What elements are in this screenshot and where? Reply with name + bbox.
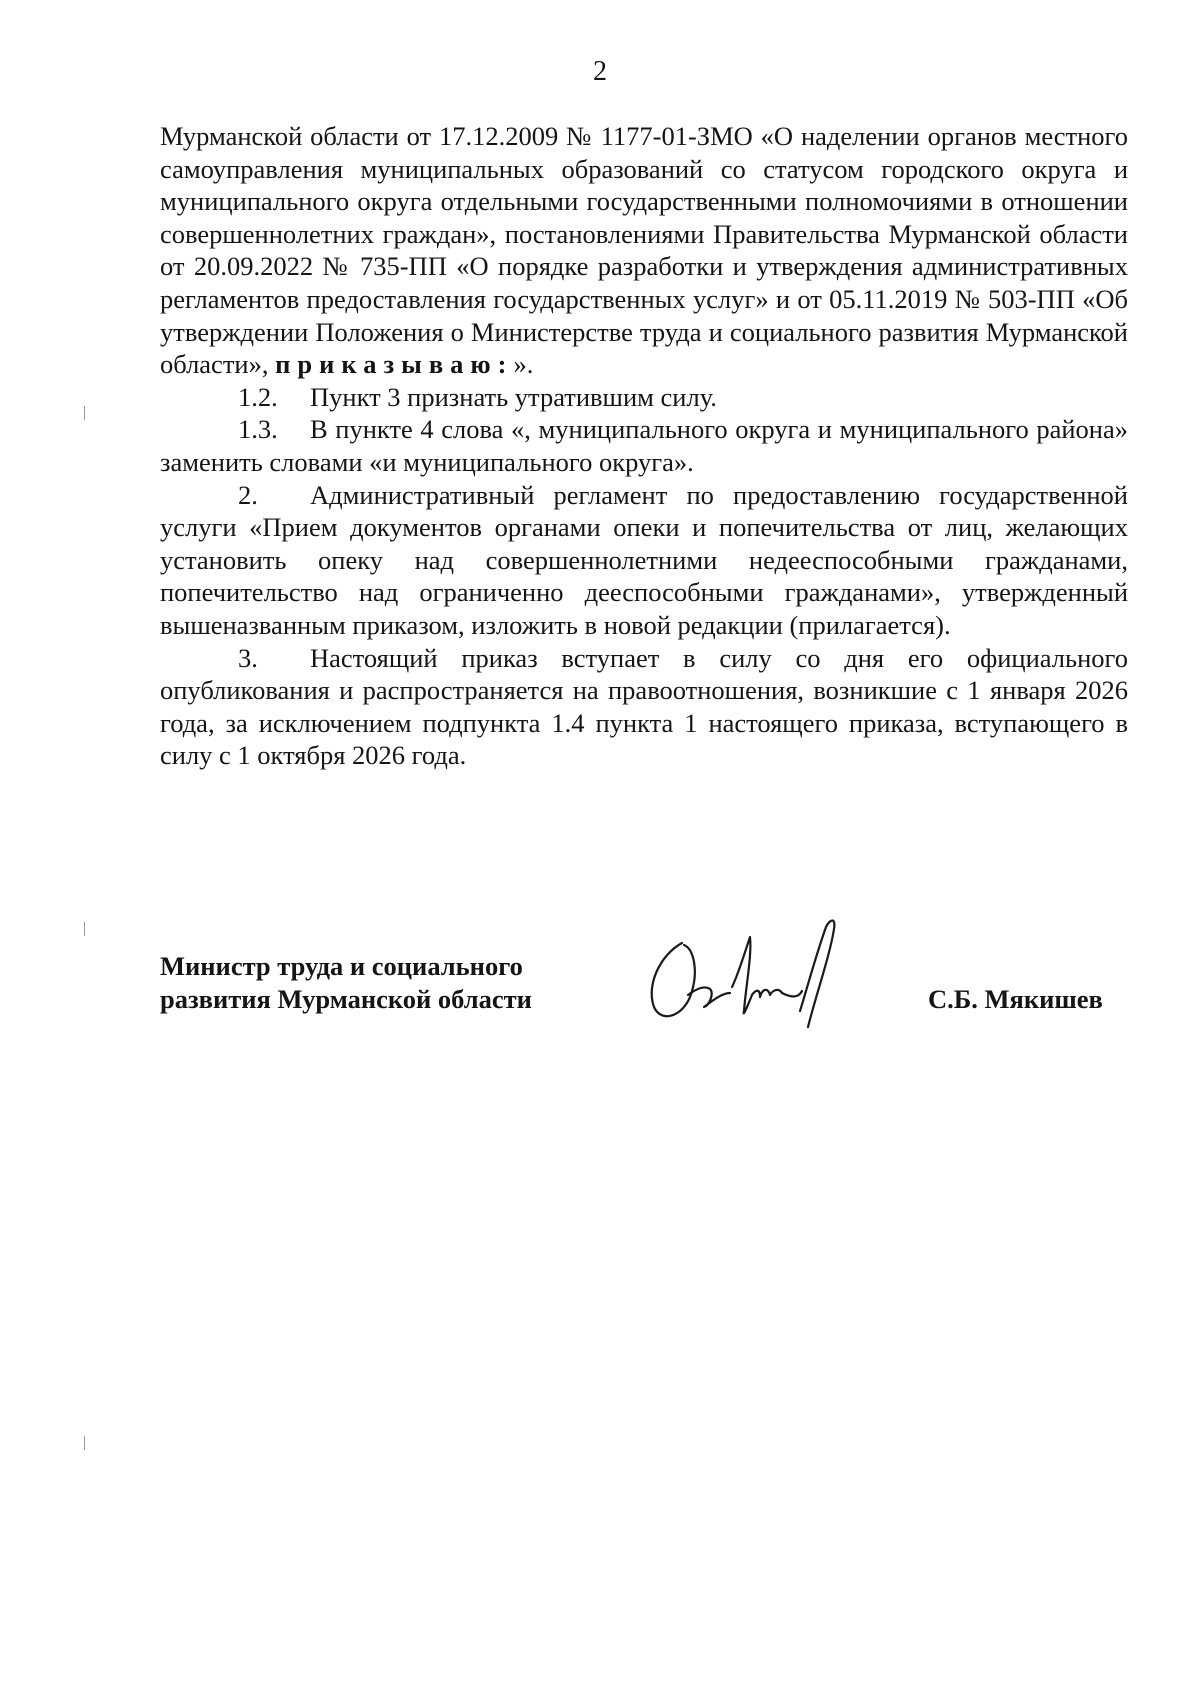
margin-mark [84, 1436, 85, 1450]
order-keyword: приказываю: [275, 349, 514, 380]
signatory-title [160, 950, 532, 1016]
paragraph-number: 2. [238, 479, 258, 510]
paragraph-continuation [160, 120, 1128, 381]
handwritten-signature-icon [640, 915, 890, 1035]
margin-mark [84, 406, 85, 420]
paragraph-text: Пункт 3 признать утратившим силу. [310, 381, 717, 412]
paragraph-3 [160, 642, 1128, 772]
signatory-name: С.Б. Мякишев [928, 984, 1103, 1014]
paragraph-1-2 [160, 381, 1128, 414]
paragraph-number: 1.3. [238, 414, 278, 445]
paragraph-text: Мурманской области от 17.12.2009 № 1177-01-ЗМО «О наделении органов местного самоуправления муниципальных образований со статусом городского округа и муниципального округа отдельными государственными полномочиями в отношении совершеннолетних граждан», постановлениями Правительства Мурманской области от 20.09.2022 № 735-ПП «О порядке разработки и утверждения административных регламентов предоставления государственных услуг» и от 05.11.2019 № 503-ПП «Об утверждении Положения о Министерстве труда и социального развития Мурманской области», [160, 121, 1128, 380]
paragraph-text: Административный регламент по предоставлению государственной услуги «Прием документов органами опеки и попечительства от лиц, желающих установить опеку над совершеннолетними недееспособными гражданами, попечительство над ограниченно дееспособными гражданами», утвержденный вышеназванным приказом, изложить в новой редакции (прилагается). [160, 479, 1128, 640]
paragraph-text: Настоящий приказ вступает в силу со дня его официального опубликования и распространяется на правоотношения, возникшие с 1 января 2026 года, за исключением подпункта 1.4 пункта 1 настоящего приказа, вступающего в силу с 1 октября 2026 года. [160, 642, 1128, 771]
page-number: 2 [593, 56, 607, 87]
paragraph-number: 1.2. [238, 381, 278, 412]
signatory-title-line-1: Министр труда и социального [160, 951, 523, 981]
paragraph-1-3 [160, 413, 1128, 478]
margin-mark [84, 922, 85, 936]
signatory-title-line-2: развития Мурманской области [160, 984, 532, 1014]
paragraph-number: 3. [238, 642, 258, 673]
paragraph-text: В пункте 4 слова «, муниципального округа и муниципального района» заменить словами «и муниципального округа». [160, 414, 1128, 477]
paragraph-ending: ». [513, 349, 534, 380]
document-body [160, 120, 1128, 772]
paragraph-2 [160, 479, 1128, 642]
